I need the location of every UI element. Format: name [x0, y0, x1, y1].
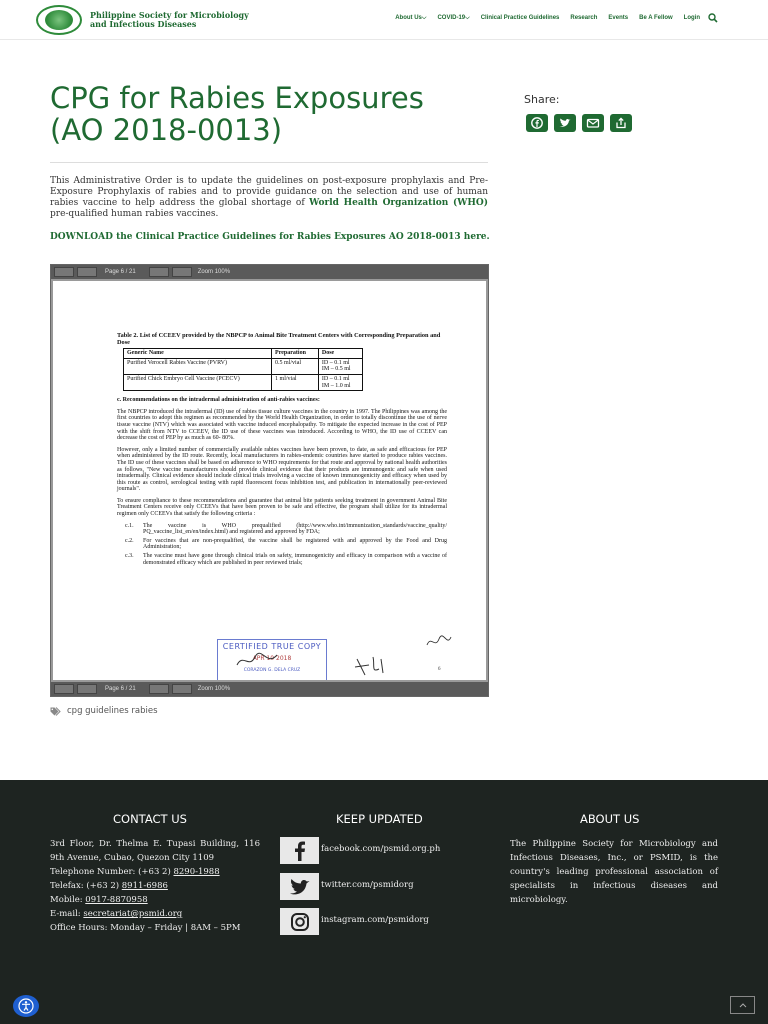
share-email-button[interactable]: [582, 114, 604, 132]
share-facebook-button[interactable]: [526, 114, 548, 132]
zoom-in-button[interactable]: [172, 684, 192, 694]
nav-research[interactable]: Research: [570, 15, 598, 21]
initials-mark: [423, 633, 453, 651]
brand-line-2: and Infectious Diseases: [90, 19, 197, 29]
list-item: c.1. The vaccine is WHO prequalified (http://www.who.int/immunization_standards/vaccine_quality/ PQ_vaccine_list_en/en/index.html) and registered and approved by FDA;: [125, 522, 447, 536]
mobile-link[interactable]: 0917-8870958: [85, 895, 148, 905]
doc-paragraph: The NBPCP introduced the intradermal (ID) use of rabies tissue culture vaccines in the country in 1997. The Philippines was among the first countries to adopt this regimen as recommended by the World Health Organization, in order to totally discontinue the use of nerve tissue vaccine (NTV) which was associated with vaccine induced encephalopathy. To mitigate the expected increase in the cost of PEP with the shift from NTV to CCEEV, the ID use of these vaccines was introduced. According to WHO, the ID use of CCEEV can decrease the cost of PEP by as much as 60- 80%.: [117, 408, 447, 442]
zoom-indicator: Zoom 100%: [197, 269, 231, 275]
back-to-top-button[interactable]: [730, 996, 755, 1014]
download-cpg-link[interactable]: DOWNLOAD the Clinical Practice Guidelines for Rabies Exposures AO 2018-0013 here.: [50, 232, 490, 242]
nav-covid-19[interactable]: COVID-19⌵: [437, 15, 470, 21]
about-text: The Philippine Society for Microbiology and Infectious Diseases, Inc., or PSMID, is the country's leading professional association of specialists in infectious diseases and microbiology.: [510, 839, 718, 905]
tags-icon: [50, 707, 61, 716]
instagram-icon: [280, 908, 319, 935]
nav-clinical-practice-guidelines[interactable]: Clinical Practice Guidelines: [480, 15, 560, 21]
facebook-link[interactable]: facebook.com/psmid.org.ph: [280, 837, 440, 864]
accessibility-button[interactable]: [13, 995, 39, 1017]
keep-updated-heading: KEEP UPDATED: [336, 812, 423, 826]
chevron-down-icon: ⌵: [421, 15, 427, 21]
table-cell: Purified Chick Embryo Cell Vaccine (PCECV): [124, 374, 272, 390]
office-hours: Office Hours: Monday – Friday | 8AM – 5PM: [50, 923, 241, 933]
table-cell: 0.5 ml/vial: [272, 358, 319, 374]
certified-true-copy-stamp: CERTIFIED TRUE COPY APR 10 2018 CORAZON G. DELA CRUZ: [217, 639, 327, 680]
facebook-icon: [280, 837, 319, 864]
psmid-logo[interactable]: [36, 5, 82, 35]
table-header: Preparation: [272, 349, 319, 359]
chevron-down-icon: ⌵: [465, 15, 470, 21]
post-tags: [50, 706, 158, 716]
share-more-button[interactable]: [610, 114, 632, 132]
page-title: CPG for Rabies Exposures (AO 2018-0013): [50, 81, 424, 147]
title-divider: [50, 162, 488, 163]
facebook-icon: [530, 117, 544, 129]
share-buttons: [526, 114, 632, 132]
email-icon: [586, 117, 600, 129]
signature-mark: [353, 653, 393, 679]
doc-paragraph: However, only a limited number of commercially available rabies vaccines have been proven, to date, as safe and efficacious for PEP when administered by the ID route. Recently, local manufacturers in rabies-endemic countries have started to produce rabies vaccines. The ID use of these vaccines shall be based on adherence to WHO requirements for that route and approval by national health authorities as follows, "New vaccine manufacturers should provide clinical evidence that their products are immunogenic and safe when used intradermally. Clinical evidence should include clinical trials involving a vaccine of known immunogenicity and efficacy when used by this route as control, serological testing with rapid fluorescent focus inhibition test, and publication in internationally peer-reviewed journals".: [117, 446, 447, 493]
viewer-toolbar-bottom: [51, 682, 488, 696]
prev-page-button[interactable]: [54, 684, 74, 694]
about-us-heading: ABOUT US: [580, 812, 640, 826]
doc-page-number: 6: [438, 667, 441, 672]
table-cell: 1 ml/vial: [272, 374, 319, 390]
instagram-link[interactable]: instagram.com/psmidorg: [280, 908, 429, 935]
telephone-link[interactable]: 8290-1988: [173, 867, 220, 877]
mobile: Mobile: 0917-8870958: [50, 895, 148, 905]
table-cell: Purified Verocell Rabies Vaccine (PVRV): [124, 358, 272, 374]
search-icon[interactable]: [708, 13, 718, 23]
table-row: [124, 358, 363, 374]
list-item: c.3. The vaccine must have gone through clinical trials on safety, immunogenicity and efficacy in comparison with a vaccine of demonstrated efficacy which are published in peer reviewed trials;: [125, 553, 447, 566]
page-indicator: Page 6 / 21: [105, 269, 136, 275]
list-item: c.2. For vaccines that are non-prequalified, the vaccine shall be registered with and approved by the Food and Drug Administration;: [125, 537, 447, 551]
site-header: [0, 0, 768, 40]
main-nav: [395, 15, 700, 22]
table-header: Generic Name: [124, 349, 272, 359]
share-label: Share:: [524, 93, 560, 106]
zoom-out-button[interactable]: [149, 267, 169, 277]
telefax: Telefax: (+63 2) 8911-6986: [50, 881, 168, 891]
zoom-in-button[interactable]: [172, 267, 192, 277]
table-cell: ID – 0.1 ml IM – 0.5 ml: [318, 358, 362, 374]
email: E-mail: secretariat@psmid.org: [50, 909, 183, 919]
intro-paragraph: This Administrative Order is to update the guidelines on post-exposure prophylaxis and Pre-Exposure Prophylaxis of rabies and to provide guidance on the selection and use of human rabies vaccine to help address the global shortage of World Health Organization (WHO) pre-qualified human rabies vaccines.: [50, 176, 488, 219]
contact-us-heading: CONTACT US: [113, 812, 187, 826]
section-heading: c. Recommendations on the intradermal administration of anti-rabies vaccines:: [117, 397, 320, 404]
accessibility-icon: [18, 998, 34, 1014]
email-link[interactable]: secretariat@psmid.org: [83, 909, 183, 919]
brand-line-1: Philippine Society for Microbiology: [90, 10, 249, 20]
table-caption: Table 2. List of CCEEV provided by the NBPCP to Animal Bite Treatment Centers with Corresponding Preparation and Dose: [117, 332, 441, 346]
table-row: [124, 374, 363, 390]
vaccine-table: [123, 348, 363, 391]
nav-about-us[interactable]: About Us⌵: [395, 15, 427, 21]
next-page-button[interactable]: [77, 684, 97, 694]
nav-be-a-fellow[interactable]: Be A Fellow: [639, 15, 673, 21]
tag-list[interactable]: cpg guidelines rabies: [67, 706, 158, 716]
prev-page-button[interactable]: [54, 267, 74, 277]
nav-login[interactable]: Login: [683, 15, 700, 21]
viewer-toolbar-top: [51, 265, 488, 279]
pdf-page: [53, 281, 486, 680]
next-page-button[interactable]: [77, 267, 97, 277]
page-indicator: Page 6 / 21: [105, 686, 136, 692]
telephone: Telephone Number: (+63 2) 8290-1988: [50, 867, 220, 877]
share-icon: [614, 117, 628, 129]
pdf-document-content: [117, 333, 447, 568]
address: 3rd Floor, Dr. Thelma E. Tupasi Building, 116 9th Avenue, Cubao, Quezon City 1109: [50, 839, 260, 863]
who-link[interactable]: World Health Organization (WHO): [309, 198, 488, 208]
logo-emblem: [45, 10, 73, 30]
chevron-up-icon: [739, 1002, 747, 1008]
twitter-icon: [280, 873, 319, 900]
brand-name[interactable]: [90, 11, 249, 29]
telefax-link[interactable]: 8911-6986: [121, 881, 168, 891]
signature-mark: [233, 649, 283, 673]
nav-events[interactable]: Events: [608, 15, 629, 21]
doc-paragraph: To ensure compliance to these recommendations and guarantee that animal bite patients seeking treatment in government Animal Bite Treatment Centers receive only CCEEVs that have been proven to be safe and effective, the program shall utilize for its intradermal regimen only CCEEVs that satisfy the following criteria :: [117, 497, 447, 518]
twitter-icon: [558, 117, 572, 129]
share-twitter-button[interactable]: [554, 114, 576, 132]
twitter-link[interactable]: twitter.com/psmidorg: [280, 873, 414, 900]
site-footer: [0, 780, 768, 1024]
zoom-indicator: Zoom 100%: [197, 686, 231, 692]
pdf-viewer[interactable]: [50, 264, 489, 697]
table-cell: ID – 0.1 ml IM – 1.0 ml: [318, 374, 362, 390]
zoom-out-button[interactable]: [149, 684, 169, 694]
table-header: Dose: [318, 349, 362, 359]
contact-details: [50, 837, 260, 935]
